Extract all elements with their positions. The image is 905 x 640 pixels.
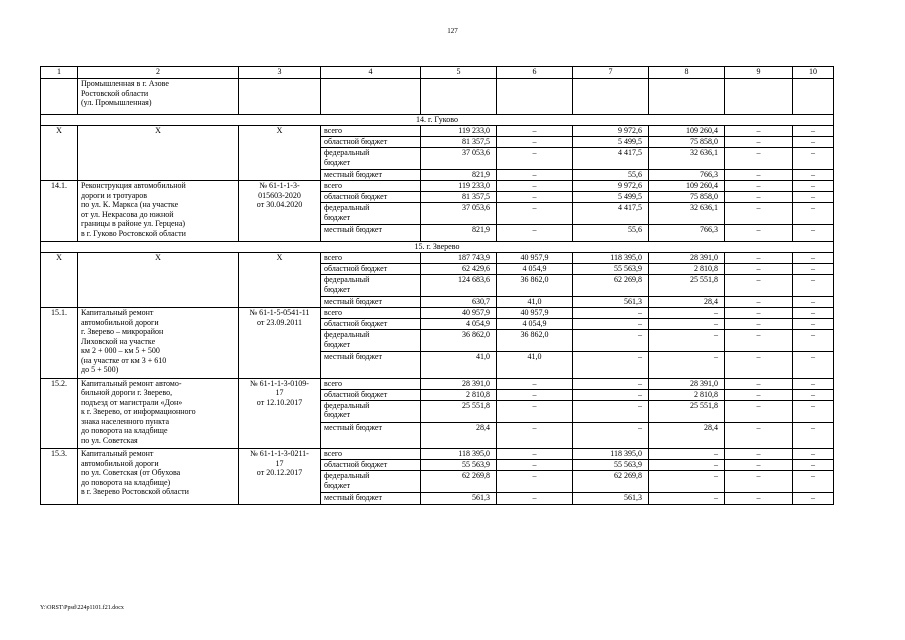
item-number: 15.1. bbox=[41, 308, 78, 379]
budget-label: федеральный бюджет bbox=[321, 203, 421, 225]
amount-cell: 28,4 bbox=[649, 297, 725, 308]
amount-cell: 2 810,8 bbox=[649, 389, 725, 400]
footer-file-path: Y:\ORST\Ppsd\224p1101.f21.docx bbox=[40, 605, 124, 611]
amount-cell: – bbox=[725, 253, 793, 264]
budget-label: областной бюджет bbox=[321, 192, 421, 203]
item-row bbox=[41, 449, 834, 460]
amount-cell: 37 053,6 bbox=[421, 148, 497, 170]
amount-cell: – bbox=[793, 449, 834, 460]
amount-cell: – bbox=[725, 181, 793, 192]
amount-cell: – bbox=[573, 308, 649, 319]
amount-cell: 55,6 bbox=[573, 170, 649, 181]
amount-cell: 32 636,1 bbox=[649, 203, 725, 225]
amount-cell: – bbox=[497, 422, 573, 449]
budget-label: областной бюджет bbox=[321, 389, 421, 400]
amount-cell: 2 810,8 bbox=[421, 389, 497, 400]
budget-label: областной бюджет bbox=[321, 319, 421, 330]
amount-cell: – bbox=[497, 449, 573, 460]
budget-label: местный бюджет bbox=[321, 493, 421, 505]
amount-cell: – bbox=[649, 493, 725, 505]
amount-cell: 561,3 bbox=[573, 297, 649, 308]
amount-cell: – bbox=[573, 389, 649, 400]
amount-cell: 561,3 bbox=[421, 493, 497, 505]
amount-cell: 4 054,9 bbox=[497, 264, 573, 275]
amount-cell: – bbox=[793, 126, 834, 137]
amount-cell: 118 395,0 bbox=[573, 253, 649, 264]
amount-cell: – bbox=[793, 308, 834, 319]
amount-cell: 561,3 bbox=[573, 493, 649, 505]
amount-cell: 821,9 bbox=[421, 170, 497, 181]
amount-cell: 25 551,8 bbox=[649, 275, 725, 297]
amount-cell: – bbox=[725, 352, 793, 379]
budget-label: федеральный бюджет bbox=[321, 330, 421, 352]
amount-cell: 32 636,1 bbox=[649, 148, 725, 170]
amount-cell: 40 957,9 bbox=[421, 308, 497, 319]
amount-cell: 124 683,6 bbox=[421, 275, 497, 297]
budget-label: местный бюджет bbox=[321, 170, 421, 181]
column-number: 2 bbox=[78, 67, 239, 79]
column-number: 4 bbox=[321, 67, 421, 79]
amount-cell: – bbox=[725, 422, 793, 449]
amount-cell: – bbox=[725, 378, 793, 389]
amount-cell: 9 972,6 bbox=[573, 126, 649, 137]
amount-cell: – bbox=[793, 137, 834, 148]
item-number: 15.3. bbox=[41, 449, 78, 505]
budget-label: всего bbox=[321, 308, 421, 319]
amount-cell: 41,0 bbox=[497, 352, 573, 379]
column-number: 3 bbox=[239, 67, 321, 79]
amount-cell: 55 563,9 bbox=[573, 460, 649, 471]
document-number: № 61-1-1-3- 015603-2020 от 30.04.2020 bbox=[239, 181, 321, 242]
item-number: 15.2. bbox=[41, 378, 78, 449]
amount-cell: 25 551,8 bbox=[649, 400, 725, 422]
amount-cell: – bbox=[573, 319, 649, 330]
budget-label: местный бюджет bbox=[321, 225, 421, 242]
amount-cell: 62 269,8 bbox=[573, 275, 649, 297]
budget-label: всего bbox=[321, 449, 421, 460]
amount-cell: – bbox=[725, 449, 793, 460]
budget-label: федеральный бюджет bbox=[321, 148, 421, 170]
amount-cell: – bbox=[725, 148, 793, 170]
amount-cell: – bbox=[725, 308, 793, 319]
amount-cell: – bbox=[649, 308, 725, 319]
budget-label: всего bbox=[321, 181, 421, 192]
amount-cell: 4 054,9 bbox=[497, 319, 573, 330]
column-number: 7 bbox=[573, 67, 649, 79]
column-number: 9 bbox=[725, 67, 793, 79]
section-title: 15. г. Зверево bbox=[41, 242, 834, 253]
amount-cell: 766,3 bbox=[649, 170, 725, 181]
amount-cell: 630,7 bbox=[421, 297, 497, 308]
amount-cell: 55 563,9 bbox=[421, 460, 497, 471]
document-number: № 61-1-1-3-0211- 17 от 20.12.2017 bbox=[239, 449, 321, 505]
amount-cell: 2 810,8 bbox=[649, 264, 725, 275]
object-name: Промышленная в г. Азове Ростовской области (ул. Промышленная) bbox=[78, 79, 239, 115]
amount-cell: 821,9 bbox=[421, 225, 497, 242]
amount-cell: 36 862,0 bbox=[421, 330, 497, 352]
amount-cell: – bbox=[649, 471, 725, 493]
amount-cell: – bbox=[725, 203, 793, 225]
amount-cell: 40 957,9 bbox=[497, 253, 573, 264]
amount-cell: – bbox=[793, 148, 834, 170]
section-header-row bbox=[41, 115, 834, 126]
budget-label: областной бюджет bbox=[321, 460, 421, 471]
amount-cell: 5 499,5 bbox=[573, 192, 649, 203]
amount-cell: – bbox=[497, 400, 573, 422]
amount-cell: 28 391,0 bbox=[649, 378, 725, 389]
amount-cell: 62 269,8 bbox=[573, 471, 649, 493]
item-row bbox=[41, 181, 834, 192]
amount-cell: 41,0 bbox=[421, 352, 497, 379]
object-name: Капитальный ремонт автомобильной дороги г. Зверево – микрорайон Лиховской на участке км 2 + 000 – км 5 + 500 (на участке от км 3 + 610 до 5 + 500) bbox=[78, 308, 239, 379]
object-name: Капитальный ремонт автомо- бильной дороги г. Зверево, подъезд от магистрали «Дон» к г. Зверево, от информационного знака населенного пункта до поворота на кладбище по ул. Советская bbox=[78, 378, 239, 449]
amount-cell: – bbox=[649, 330, 725, 352]
amount-cell: 81 357,5 bbox=[421, 192, 497, 203]
document-number: № 61-1-5-0541-11 от 23.09.2011 bbox=[239, 308, 321, 379]
amount-cell: 62 429,6 bbox=[421, 264, 497, 275]
amount-cell: – bbox=[725, 389, 793, 400]
amount-cell: – bbox=[649, 319, 725, 330]
amount-cell: 9 972,6 bbox=[573, 181, 649, 192]
column-number: 10 bbox=[793, 67, 834, 79]
amount-cell: 37 053,6 bbox=[421, 203, 497, 225]
amount-cell: 118 395,0 bbox=[573, 449, 649, 460]
amount-cell: 81 357,5 bbox=[421, 137, 497, 148]
budget-label: всего bbox=[321, 378, 421, 389]
amount-cell: – bbox=[793, 264, 834, 275]
amount-cell: – bbox=[725, 297, 793, 308]
amount-cell: 40 957,9 bbox=[497, 308, 573, 319]
amount-cell: – bbox=[793, 297, 834, 308]
amount-cell: – bbox=[725, 225, 793, 242]
amount-cell: 28,4 bbox=[649, 422, 725, 449]
amount-cell: 75 858,0 bbox=[649, 137, 725, 148]
amount-cell: – bbox=[793, 422, 834, 449]
amount-cell: – bbox=[573, 330, 649, 352]
summary-marker: X bbox=[239, 126, 321, 181]
section-title: 14. г. Гуково bbox=[41, 115, 834, 126]
object-name: Реконструкция автомобильной дороги и тротуаров по ул. К. Маркса (на участке от ул. Некрасова до южной границы в районе ул. Герцена) в г. Гуково Ростовской области bbox=[78, 181, 239, 242]
amount-cell: – bbox=[497, 389, 573, 400]
amount-cell: – bbox=[725, 192, 793, 203]
amount-cell: – bbox=[497, 137, 573, 148]
budget-table bbox=[40, 66, 834, 505]
summary-row bbox=[41, 126, 834, 137]
amount-cell: – bbox=[793, 319, 834, 330]
amount-cell: – bbox=[793, 471, 834, 493]
amount-cell: – bbox=[725, 460, 793, 471]
column-number: 8 bbox=[649, 67, 725, 79]
budget-label: федеральный бюджет bbox=[321, 275, 421, 297]
amount-cell: – bbox=[793, 352, 834, 379]
amount-cell: 4 417,5 bbox=[573, 203, 649, 225]
amount-cell: – bbox=[497, 170, 573, 181]
amount-cell: 28,4 bbox=[421, 422, 497, 449]
amount-cell: – bbox=[497, 192, 573, 203]
document-number: № 61-1-1-3-0109- 17 от 12.10.2017 bbox=[239, 378, 321, 449]
budget-label: федеральный бюджет bbox=[321, 400, 421, 422]
amount-cell: – bbox=[725, 330, 793, 352]
summary-row bbox=[41, 253, 834, 264]
amount-cell: – bbox=[649, 460, 725, 471]
amount-cell: – bbox=[793, 275, 834, 297]
amount-cell: – bbox=[573, 400, 649, 422]
amount-cell: 36 862,0 bbox=[497, 330, 573, 352]
amount-cell: – bbox=[725, 493, 793, 505]
amount-cell: – bbox=[793, 460, 834, 471]
amount-cell: – bbox=[573, 422, 649, 449]
summary-marker: X bbox=[78, 126, 239, 181]
amount-cell: 109 260,4 bbox=[649, 126, 725, 137]
budget-label: областной бюджет bbox=[321, 137, 421, 148]
amount-cell: 5 499,5 bbox=[573, 137, 649, 148]
amount-cell: 75 858,0 bbox=[649, 192, 725, 203]
section-header-row bbox=[41, 242, 834, 253]
item-row bbox=[41, 308, 834, 319]
column-number: 6 bbox=[497, 67, 573, 79]
amount-cell: – bbox=[497, 148, 573, 170]
amount-cell: – bbox=[497, 181, 573, 192]
amount-cell: – bbox=[725, 400, 793, 422]
budget-label: местный бюджет bbox=[321, 297, 421, 308]
amount-cell: – bbox=[793, 400, 834, 422]
page-number: 127 bbox=[447, 27, 458, 35]
amount-cell: – bbox=[725, 264, 793, 275]
item-row bbox=[41, 378, 834, 389]
amount-cell: – bbox=[793, 203, 834, 225]
amount-cell: 4 054,9 bbox=[421, 319, 497, 330]
amount-cell: – bbox=[497, 493, 573, 505]
amount-cell: – bbox=[497, 460, 573, 471]
amount-cell: – bbox=[725, 126, 793, 137]
amount-cell: – bbox=[793, 192, 834, 203]
amount-cell: – bbox=[793, 181, 834, 192]
amount-cell: 766,3 bbox=[649, 225, 725, 242]
column-number: 1 bbox=[41, 67, 78, 79]
budget-label: всего bbox=[321, 126, 421, 137]
amount-cell: – bbox=[649, 449, 725, 460]
item-number: 14.1. bbox=[41, 181, 78, 242]
amount-cell: 119 233,0 bbox=[421, 181, 497, 192]
summary-marker: X bbox=[41, 253, 78, 308]
amount-cell: – bbox=[497, 203, 573, 225]
amount-cell: – bbox=[497, 225, 573, 242]
object-name: Капитальный ремонт автомобильной дороги по ул. Советская (от Обухова до поворота на кладбище) в г. Зверево Ростовской области bbox=[78, 449, 239, 505]
amount-cell: – bbox=[725, 471, 793, 493]
budget-label: местный бюджет bbox=[321, 422, 421, 449]
amount-cell: – bbox=[725, 275, 793, 297]
column-number-row bbox=[41, 67, 834, 79]
summary-marker: X bbox=[239, 253, 321, 308]
amount-cell: – bbox=[497, 471, 573, 493]
budget-label: областной бюджет bbox=[321, 264, 421, 275]
amount-cell: – bbox=[725, 137, 793, 148]
amount-cell: 36 862,0 bbox=[497, 275, 573, 297]
budget-label: федеральный бюджет bbox=[321, 471, 421, 493]
amount-cell: 55,6 bbox=[573, 225, 649, 242]
amount-cell: – bbox=[497, 378, 573, 389]
amount-cell: – bbox=[573, 378, 649, 389]
amount-cell: – bbox=[793, 330, 834, 352]
continuation-row bbox=[41, 79, 834, 115]
amount-cell: – bbox=[793, 170, 834, 181]
amount-cell: 55 563,9 bbox=[573, 264, 649, 275]
amount-cell: 187 743,9 bbox=[421, 253, 497, 264]
amount-cell: – bbox=[793, 225, 834, 242]
amount-cell: 118 395,0 bbox=[421, 449, 497, 460]
amount-cell: 28 391,0 bbox=[421, 378, 497, 389]
column-number: 5 bbox=[421, 67, 497, 79]
amount-cell: 4 417,5 bbox=[573, 148, 649, 170]
amount-cell: 62 269,8 bbox=[421, 471, 497, 493]
budget-label: местный бюджет bbox=[321, 352, 421, 379]
summary-marker: X bbox=[78, 253, 239, 308]
amount-cell: – bbox=[793, 253, 834, 264]
amount-cell: 41,0 bbox=[497, 297, 573, 308]
summary-marker: X bbox=[41, 126, 78, 181]
amount-cell: 119 233,0 bbox=[421, 126, 497, 137]
amount-cell: 28 391,0 bbox=[649, 253, 725, 264]
amount-cell: 25 551,8 bbox=[421, 400, 497, 422]
amount-cell: – bbox=[573, 352, 649, 379]
amount-cell: – bbox=[793, 493, 834, 505]
amount-cell: – bbox=[725, 319, 793, 330]
amount-cell: – bbox=[793, 378, 834, 389]
amount-cell: – bbox=[649, 352, 725, 379]
amount-cell: 109 260,4 bbox=[649, 181, 725, 192]
budget-label: всего bbox=[321, 253, 421, 264]
amount-cell: – bbox=[497, 126, 573, 137]
amount-cell: – bbox=[725, 170, 793, 181]
amount-cell: – bbox=[793, 389, 834, 400]
